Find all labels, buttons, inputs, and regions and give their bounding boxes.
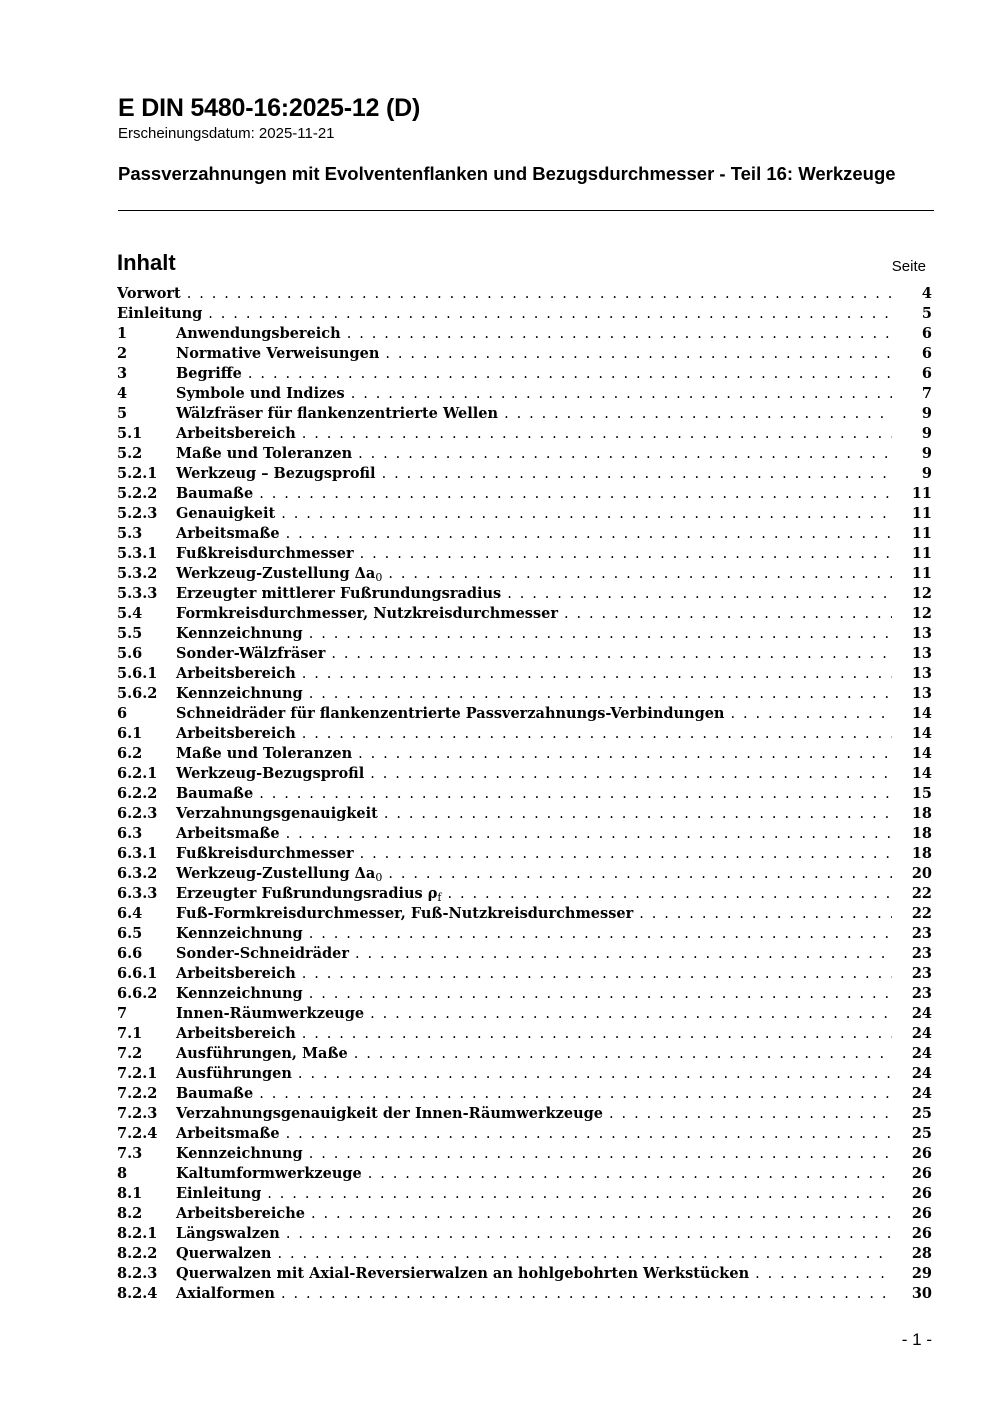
- toc-entry[interactable]: [117, 904, 932, 924]
- toc-entry[interactable]: [117, 724, 932, 744]
- toc-dot-leader: [284, 1224, 892, 1244]
- toc-entry-page: 11: [911, 525, 932, 542]
- toc-entry-page: 22: [911, 885, 932, 902]
- toc-entry-title: Längswalzen: [176, 1225, 280, 1242]
- toc-entry[interactable]: [117, 924, 932, 944]
- toc-entry-page: 14: [911, 765, 932, 782]
- toc-entry-title: Arbeitsmaße: [176, 1125, 280, 1142]
- toc-entry-number: 5.3.3: [117, 585, 158, 602]
- toc-entry[interactable]: [117, 364, 932, 384]
- toc-entry-page: 9: [921, 445, 932, 462]
- toc-dot-leader: [386, 564, 892, 584]
- toc-entry[interactable]: [117, 844, 932, 864]
- toc-entry[interactable]: [117, 704, 932, 724]
- toc-entry-page: 7: [921, 385, 932, 402]
- toc-entry[interactable]: [117, 984, 932, 1004]
- document-title: Passverzahnungen mit Evolventenflanken und Bezugsdurchmesser - Teil 16: Werkzeuge: [118, 163, 896, 184]
- toc-entry[interactable]: [117, 564, 932, 584]
- toc-dot-leader: [505, 584, 892, 604]
- toc-entry-title: Sonder-Schneidräder: [176, 945, 350, 962]
- toc-entry-number: 5.2.2: [117, 485, 158, 502]
- toc-entry[interactable]: [117, 1244, 932, 1264]
- publication-date: Erscheinungsdatum: 2025-11-21: [118, 125, 335, 142]
- toc-entry-number: 5.4: [117, 605, 143, 622]
- toc-entry[interactable]: [117, 284, 932, 304]
- toc-entry-subscript: 0: [375, 871, 383, 884]
- table-of-contents: [117, 284, 932, 1304]
- toc-entry-number: 6.2.2: [117, 785, 158, 802]
- toc-entry-page: 9: [921, 405, 932, 422]
- toc-entry-title: Werkzeug-Zustellung $\Delta a_0$: [176, 565, 383, 584]
- toc-entry-title: Baumaße: [176, 1085, 254, 1102]
- toc-entry-number: 5.1: [117, 425, 143, 442]
- toc-entry-page: 13: [911, 625, 932, 642]
- toc-entry[interactable]: [117, 864, 932, 884]
- toc-entry-page: 15: [911, 785, 932, 802]
- toc-entry-title: Querwalzen: [176, 1245, 272, 1262]
- toc-entry-title: Erzeugter Fußrundungsradius $\rho_f$: [176, 885, 442, 904]
- toc-entry-page: 26: [911, 1205, 932, 1222]
- toc-dot-leader: [307, 1144, 892, 1164]
- toc-dot-leader: [352, 1044, 892, 1064]
- toc-entry-number: 3: [117, 365, 128, 382]
- toc-entry-title: Sonder-Wälzfräser: [176, 645, 326, 662]
- toc-entry-title: Normative Verweisungen: [176, 345, 380, 362]
- toc-dot-leader: [300, 1024, 892, 1044]
- toc-entry-page: 26: [911, 1165, 932, 1182]
- toc-dot-leader: [382, 804, 892, 824]
- toc-entry-number: 5.2.3: [117, 505, 158, 522]
- toc-entry-title: Einleitung: [117, 305, 203, 322]
- toc-entry[interactable]: [117, 804, 932, 824]
- toc-entry-title: Kennzeichnung: [176, 685, 303, 702]
- toc-entry[interactable]: [117, 344, 932, 364]
- toc-entry-page: 28: [911, 1245, 932, 1262]
- toc-entry[interactable]: [117, 604, 932, 624]
- toc-entry-title: Axialformen: [176, 1285, 275, 1302]
- page-number: - 1 -: [901, 1330, 932, 1349]
- toc-entry[interactable]: [117, 1064, 932, 1084]
- toc-entry[interactable]: [117, 464, 932, 484]
- toc-entry[interactable]: [117, 1204, 932, 1224]
- toc-entry-page: 23: [911, 965, 932, 982]
- toc-entry-page: 6: [921, 365, 932, 382]
- toc-entry-page: 13: [911, 645, 932, 662]
- toc-dot-leader: [383, 344, 892, 364]
- toc-entry[interactable]: [117, 1084, 932, 1104]
- toc-entry-number: 6.2.3: [117, 805, 158, 822]
- toc-entry-number: 6.6.1: [117, 965, 158, 982]
- toc-entry-page: 6: [921, 325, 932, 342]
- toc-dot-leader: [386, 864, 892, 884]
- toc-entry-number: 1: [117, 325, 128, 342]
- toc-dot-leader: [307, 684, 892, 704]
- toc-entry-number: 5: [117, 405, 128, 422]
- toc-entry-title: Vorwort: [117, 285, 181, 302]
- toc-entry-number: 7.3: [117, 1145, 143, 1162]
- toc-entry-title: Werkzeug-Zustellung $\Delta a_0$: [176, 865, 383, 884]
- toc-entry-number: 7.2.4: [117, 1125, 158, 1142]
- toc-entry[interactable]: [117, 424, 932, 444]
- toc-dot-leader: [502, 404, 892, 424]
- toc-entry-page: 25: [911, 1105, 932, 1122]
- toc-dot-leader: [257, 1084, 892, 1104]
- toc-entry-page: 25: [911, 1125, 932, 1142]
- toc-dot-leader: [562, 604, 892, 624]
- toc-entry-page: 26: [911, 1185, 932, 1202]
- toc-entry-page: 11: [911, 565, 932, 582]
- title-underline: [118, 210, 934, 211]
- toc-entry-page: 6: [921, 345, 932, 362]
- toc-entry[interactable]: [117, 324, 932, 344]
- toc-dot-leader: [300, 424, 892, 444]
- toc-entry-title: Baumaße: [176, 485, 254, 502]
- toc-entry[interactable]: [117, 644, 932, 664]
- toc-entry-title: Begriffe: [176, 365, 242, 382]
- toc-entry-number: 8.2.4: [117, 1285, 158, 1302]
- toc-dot-leader: [265, 1184, 892, 1204]
- toc-dot-leader: [607, 1104, 892, 1124]
- toc-entry-page: 18: [911, 805, 932, 822]
- toc-entry-title: Fußkreisdurchmesser: [176, 845, 354, 862]
- toc-entry[interactable]: [117, 764, 932, 784]
- toc-entry-page: 4: [921, 285, 932, 302]
- toc-entry-title: Verzahnungsgenauigkeit der Innen-Räumwerkzeuge: [176, 1105, 604, 1122]
- toc-entry-title: Arbeitsbereich: [176, 425, 296, 442]
- toc-dot-leader: [356, 444, 892, 464]
- toc-entry-title: Maße und Toleranzen: [176, 745, 353, 762]
- toc-entry[interactable]: [117, 304, 932, 324]
- toc-entry-title: Arbeitsmaße: [176, 525, 280, 542]
- toc-entry[interactable]: [117, 1124, 932, 1144]
- toc-dot-leader: [358, 544, 892, 564]
- toc-entry-number: 6.4: [117, 905, 143, 922]
- toc-entry-title: Fußkreisdurchmesser: [176, 545, 354, 562]
- toc-entry[interactable]: [117, 1184, 932, 1204]
- toc-entry-title: Querwalzen mit Axial-Reversierwalzen an hohlgebohrten Werkstücken: [176, 1265, 750, 1282]
- toc-entry-title: Maße und Toleranzen: [176, 445, 353, 462]
- toc-entry[interactable]: [117, 444, 932, 464]
- toc-entry-page: 24: [911, 1085, 932, 1102]
- toc-dot-leader: [728, 704, 892, 724]
- toc-entry-number: 6.5: [117, 925, 143, 942]
- toc-entry-number: 5.3: [117, 525, 143, 542]
- toc-entry[interactable]: [117, 784, 932, 804]
- toc-entry-page: 11: [911, 505, 932, 522]
- toc-entry[interactable]: [117, 404, 932, 424]
- toc-entry-subscript: f: [437, 891, 442, 904]
- toc-dot-leader: [368, 764, 892, 784]
- toc-entry-page: 23: [911, 925, 932, 942]
- toc-entry-number: 6.2: [117, 745, 143, 762]
- toc-entry-number: 5.3.1: [117, 545, 158, 562]
- toc-entry-number: 8.2.1: [117, 1225, 158, 1242]
- toc-entry-title: Arbeitsbereich: [176, 725, 296, 742]
- toc-entry-number: 8.2.2: [117, 1245, 158, 1262]
- toc-dot-leader: [307, 984, 892, 1004]
- toc-entry-number: 7: [117, 1005, 128, 1022]
- toc-dot-leader: [300, 964, 892, 984]
- toc-entry-title: Kaltumformwerkzeuge: [176, 1165, 362, 1182]
- toc-entry-title: Innen-Räumwerkzeuge: [176, 1005, 365, 1022]
- toc-entry-page: 14: [911, 745, 932, 762]
- toc-entry-title: Symbole und Indizes: [176, 385, 345, 402]
- toc-dot-leader: [307, 624, 892, 644]
- toc-entry-title: Kennzeichnung: [176, 1145, 303, 1162]
- toc-entry-number: 6.3.3: [117, 885, 158, 902]
- toc-heading: Inhalt: [117, 250, 176, 275]
- toc-entry-number: 7.2.2: [117, 1085, 158, 1102]
- toc-entry[interactable]: [117, 584, 932, 604]
- toc-entry-number: 5.3.2: [117, 565, 158, 582]
- toc-entry-page: 26: [911, 1225, 932, 1242]
- toc-entry-page: 13: [911, 685, 932, 702]
- toc-entry-page: 26: [911, 1145, 932, 1162]
- toc-dot-leader: [353, 944, 892, 964]
- toc-entry-number: 8.2: [117, 1205, 143, 1222]
- toc-entry[interactable]: [117, 684, 932, 704]
- toc-entry[interactable]: [117, 1044, 932, 1064]
- toc-entry-page: 11: [911, 485, 932, 502]
- toc-entry-page: 18: [911, 825, 932, 842]
- toc-entry-title: Formkreisdurchmesser, Nutzkreisdurchmesser: [176, 605, 558, 622]
- toc-entry-page: 30: [911, 1285, 932, 1302]
- toc-dot-leader: [284, 824, 892, 844]
- toc-entry-number: 7.2.1: [117, 1065, 158, 1082]
- toc-dot-leader: [366, 1164, 892, 1184]
- toc-entry-title: Schneidräder für flankenzentrierte Passverzahnungs-Verbindungen: [176, 705, 725, 722]
- toc-dot-leader: [279, 1284, 892, 1304]
- toc-dot-leader: [300, 664, 892, 684]
- toc-entry-page: 12: [911, 585, 932, 602]
- toc-dot-leader: [445, 884, 892, 904]
- toc-entry[interactable]: [117, 1264, 932, 1284]
- toc-entry-page: 24: [911, 1005, 932, 1022]
- toc-entry-page: 9: [921, 425, 932, 442]
- toc-entry-number: 6: [117, 705, 128, 722]
- toc-entry-title: Arbeitsbereich: [176, 665, 296, 682]
- toc-entry-page: 11: [911, 545, 932, 562]
- toc-dot-leader: [284, 1124, 892, 1144]
- toc-dot-leader: [309, 1204, 892, 1224]
- toc-entry-number: 7.1: [117, 1025, 143, 1042]
- toc-dot-leader: [206, 304, 892, 324]
- toc-entry[interactable]: [117, 1024, 932, 1044]
- toc-entry-title: Arbeitsbereiche: [176, 1205, 305, 1222]
- toc-entry-number: 7.2.3: [117, 1105, 158, 1122]
- toc-entry-title: Fuß-Formkreisdurchmesser, Fuß-Nutzkreisdurchmesser: [176, 905, 634, 922]
- toc-entry[interactable]: [117, 544, 932, 564]
- toc-entry-page: 13: [911, 665, 932, 682]
- toc-entry-page: 22: [911, 905, 932, 922]
- toc-entry[interactable]: [117, 504, 932, 524]
- toc-entry[interactable]: [117, 884, 932, 904]
- toc-dot-leader: [284, 524, 892, 544]
- toc-entry-page: 5: [921, 305, 932, 322]
- toc-entry-number: 8.1: [117, 1185, 143, 1202]
- toc-entry-page: 29: [911, 1265, 932, 1282]
- toc-entry-subscript: 0: [375, 571, 383, 584]
- toc-dot-leader: [368, 1004, 892, 1024]
- toc-entry-number: 6.3.2: [117, 865, 158, 882]
- toc-dot-leader: [246, 364, 892, 384]
- toc-entry-title: Ausführungen, Maße: [176, 1045, 348, 1062]
- toc-entry-number: 5.2.1: [117, 465, 158, 482]
- toc-dot-leader: [356, 744, 892, 764]
- toc-entry[interactable]: [117, 1104, 932, 1124]
- toc-entry-page: 24: [911, 1045, 932, 1062]
- toc-entry-title: Arbeitsbereich: [176, 965, 296, 982]
- toc-entry-title: Baumaße: [176, 785, 254, 802]
- toc-entry-number: 8.2.3: [117, 1265, 158, 1282]
- toc-entry-title: Ausführungen: [176, 1065, 292, 1082]
- toc-entry[interactable]: [117, 1144, 932, 1164]
- toc-entry-title: Kennzeichnung: [176, 925, 303, 942]
- toc-entry[interactable]: [117, 944, 932, 964]
- toc-dot-leader: [257, 484, 892, 504]
- toc-entry-number: 6.3: [117, 825, 143, 842]
- toc-entry-number: 8: [117, 1165, 128, 1182]
- toc-entry-number: 2: [117, 345, 128, 362]
- toc-entry-page: 20: [911, 865, 932, 882]
- toc-entry-number: 5.6: [117, 645, 143, 662]
- toc-entry-title: Arbeitsmaße: [176, 825, 280, 842]
- toc-entry-title: Werkzeug-Bezugsprofil: [176, 765, 365, 782]
- toc-dot-leader: [637, 904, 892, 924]
- toc-entry-page: 24: [911, 1025, 932, 1042]
- toc-entry-number: 6.1: [117, 725, 143, 742]
- toc-entry-title: Einleitung: [176, 1185, 262, 1202]
- document-id: E DIN 5480-16:2025-12 (D): [118, 94, 421, 122]
- toc-dot-leader: [185, 284, 892, 304]
- toc-entry-title: Arbeitsbereich: [176, 1025, 296, 1042]
- toc-entry[interactable]: [117, 1224, 932, 1244]
- toc-dot-leader: [307, 924, 892, 944]
- toc-entry-page: 18: [911, 845, 932, 862]
- toc-dot-leader: [345, 324, 892, 344]
- toc-entry[interactable]: [117, 524, 932, 544]
- toc-entry-number: 5.2: [117, 445, 143, 462]
- toc-entry-title: Anwendungsbereich: [176, 325, 341, 342]
- page-column-label: Seite: [891, 258, 926, 275]
- toc-dot-leader: [329, 644, 892, 664]
- toc-entry-title: Werkzeug – Bezugsprofil: [176, 465, 376, 482]
- toc-entry[interactable]: [117, 384, 932, 404]
- toc-entry-number: 5.6.2: [117, 685, 158, 702]
- toc-entry-number: 6.3.1: [117, 845, 158, 862]
- toc-dot-leader: [275, 1244, 892, 1264]
- toc-entry-page: 23: [911, 945, 932, 962]
- toc-entry-number: 5.5: [117, 625, 143, 642]
- toc-entry[interactable]: [117, 664, 932, 684]
- toc-dot-leader: [358, 844, 892, 864]
- toc-entry-title: Erzeugter mittlerer Fußrundungsradius: [176, 585, 502, 602]
- toc-dot-leader: [296, 1064, 892, 1084]
- toc-entry-title: Wälzfräser für flankenzentrierte Wellen: [176, 405, 499, 422]
- toc-entry[interactable]: [117, 824, 932, 844]
- toc-dot-leader: [753, 1264, 892, 1284]
- toc-dot-leader: [380, 464, 892, 484]
- toc-dot-leader: [279, 504, 892, 524]
- toc-entry[interactable]: [117, 1284, 932, 1304]
- toc-entry-page: 14: [911, 725, 932, 742]
- toc-entry-number: 7.2: [117, 1045, 143, 1062]
- toc-entry-page: 24: [911, 1065, 932, 1082]
- toc-entry[interactable]: [117, 1004, 932, 1024]
- toc-entry-page: 12: [911, 605, 932, 622]
- toc-entry-number: 5.6.1: [117, 665, 158, 682]
- toc-entry-page: 23: [911, 985, 932, 1002]
- toc-entry[interactable]: [117, 964, 932, 984]
- toc-entry[interactable]: [117, 744, 932, 764]
- toc-entry-title: Verzahnungsgenauigkeit: [176, 805, 378, 822]
- toc-entry-page: 9: [921, 465, 932, 482]
- toc-entry-number: 6.2.1: [117, 765, 158, 782]
- toc-entry-page: 14: [911, 705, 932, 722]
- toc-dot-leader: [257, 784, 892, 804]
- toc-entry[interactable]: [117, 624, 932, 644]
- toc-entry-title: Kennzeichnung: [176, 625, 303, 642]
- toc-entry[interactable]: [117, 484, 932, 504]
- toc-entry-title: Genauigkeit: [176, 505, 276, 522]
- toc-entry-title: Kennzeichnung: [176, 985, 303, 1002]
- toc-dot-leader: [300, 724, 892, 744]
- toc-entry-number: 6.6.2: [117, 985, 158, 1002]
- toc-entry[interactable]: [117, 1164, 932, 1184]
- toc-entry-number: 4: [117, 385, 128, 402]
- toc-entry-number: 6.6: [117, 945, 143, 962]
- toc-dot-leader: [349, 384, 892, 404]
